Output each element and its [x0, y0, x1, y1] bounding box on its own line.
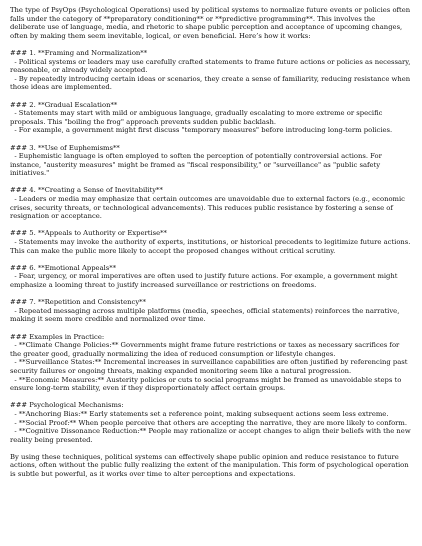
section-4-item-1: - Leaders or media may emphasize that certain outcomes are unavoidable due to external factors (e.g., economic crises, security threats, or technological advancements). This reduces public resistance by fostering a sense of resignation or acceptance.	[10, 195, 408, 221]
mechanisms-item-social-proof: - **Social Proof:** When people perceive that others are accepting the narrative, they are more likely to conform.	[10, 418, 408, 427]
section-2-item-2: - For example, a government might first discuss "temporary measures" before introducing long-term policies.	[10, 126, 393, 135]
section-3-item-1: - Euphemistic language is often employed to soften the perception of potentially controversial actions. For instance, "austerity measures" might be framed as "fiscal responsibility," or "surveillance" as "public safety initiatives."	[10, 152, 385, 178]
section-1-heading: ### 1. **Framing and Normalization**	[10, 48, 148, 57]
mechanisms-heading: ### Psychological Mechanisms:	[10, 401, 124, 410]
conclusion-paragraph: By using these techniques, political systems can effectively shape public opinion and reduce resistance to future actions, often without the public fully realizing the extent of the manipulation. This form of psychological operation is subtle but powerful, as it works over time to alter perceptions and expectations.	[10, 452, 411, 479]
section-4-heading: ### 4. **Creating a Sense of Inevitability**	[10, 186, 163, 195]
section-5-item-1: - Statements may invoke the authority of experts, institutions, or historical precedents to legitimize future actions. This can make the public more likely to accept the proposed changes without critical scrutiny.	[10, 238, 413, 255]
section-6-item-1: - Fear, urgency, or moral imperatives are often used to justify future actions. For example, a government might emphasize a looming threat to justify increased surveillance or restrictions on freedoms.	[10, 272, 400, 289]
section-7-heading: ### 7. **Repetition and Consistency**	[10, 298, 146, 307]
examples-heading: ### Examples in Practice:	[10, 332, 105, 341]
intro-paragraph: The type of PsyOps (Psychological Operations) used by political systems to normalize future events or policies often falls under the category of **preparatory conditioning** or **predictive programming**. This involves the deliberate use of language, media, and rhetoric to shape public perception and acceptance of upcoming changes, often by making them seem inevitable, logical, or even beneficial. Here’s how it works:	[10, 6, 413, 40]
mechanisms-item-dissonance: - **Cognitive Dissonance Reduction:** People may rationalize or accept changes to align their beliefs with the new reality being presented.	[10, 427, 413, 444]
section-6-heading: ### 6. **Emotional Appeals**	[10, 263, 117, 272]
section-2-heading: ### 2. **Gradual Escalation**	[10, 100, 118, 109]
section-7-item-1: - Repeated messaging across multiple platforms (media, speeches, official statements) reinforces the narrative, making it seem more credible and normalized over time.	[10, 306, 402, 324]
section-2-item-1: - Statements may start with mild or ambiguous language, gradually escalating to more extreme or specific proposals. This "boiling the frog" approach prevents sudden public backlash.	[10, 109, 385, 126]
examples-item-climate: - **Climate Change Policies:** Governments might frame future restrictions or taxes as necessary sacrifices for the greater good, gradually normalizing the idea of reduced consumption or lifestyle changes.	[10, 341, 402, 358]
section-3-heading: ### 3. **Use of Euphemisms**	[10, 143, 120, 152]
examples-item-economic: - **Economic Measures:** Austerity policies or cuts to social programs might be framed as unavoidable steps to ensure long-term stability, even if they disproportionately affect certain groups.	[10, 375, 404, 393]
examples-item-surveillance: - **Surveillance States:** Incremental increases in surveillance capabilities are often justified by referencing past security failures or ongoing threats, making expanded monitoring seem like a natural progression.	[10, 358, 410, 375]
mechanisms-item-anchoring: - **Anchoring Bias:** Early statements set a reference point, making subsequent actions seem less extreme.	[10, 409, 389, 418]
section-1-item-1: - Political systems or leaders may use carefully crafted statements to frame future actions or policies as necessary, reasonable, or already widely accepted.	[10, 57, 413, 75]
section-5-heading: ### 5. **Appeals to Authority or Expertise**	[10, 229, 167, 238]
section-1-item-2: - By repeatedly introducing certain ideas or scenarios, they create a sense of familiarity, reducing resistance when those ideas are implemented.	[10, 74, 413, 92]
